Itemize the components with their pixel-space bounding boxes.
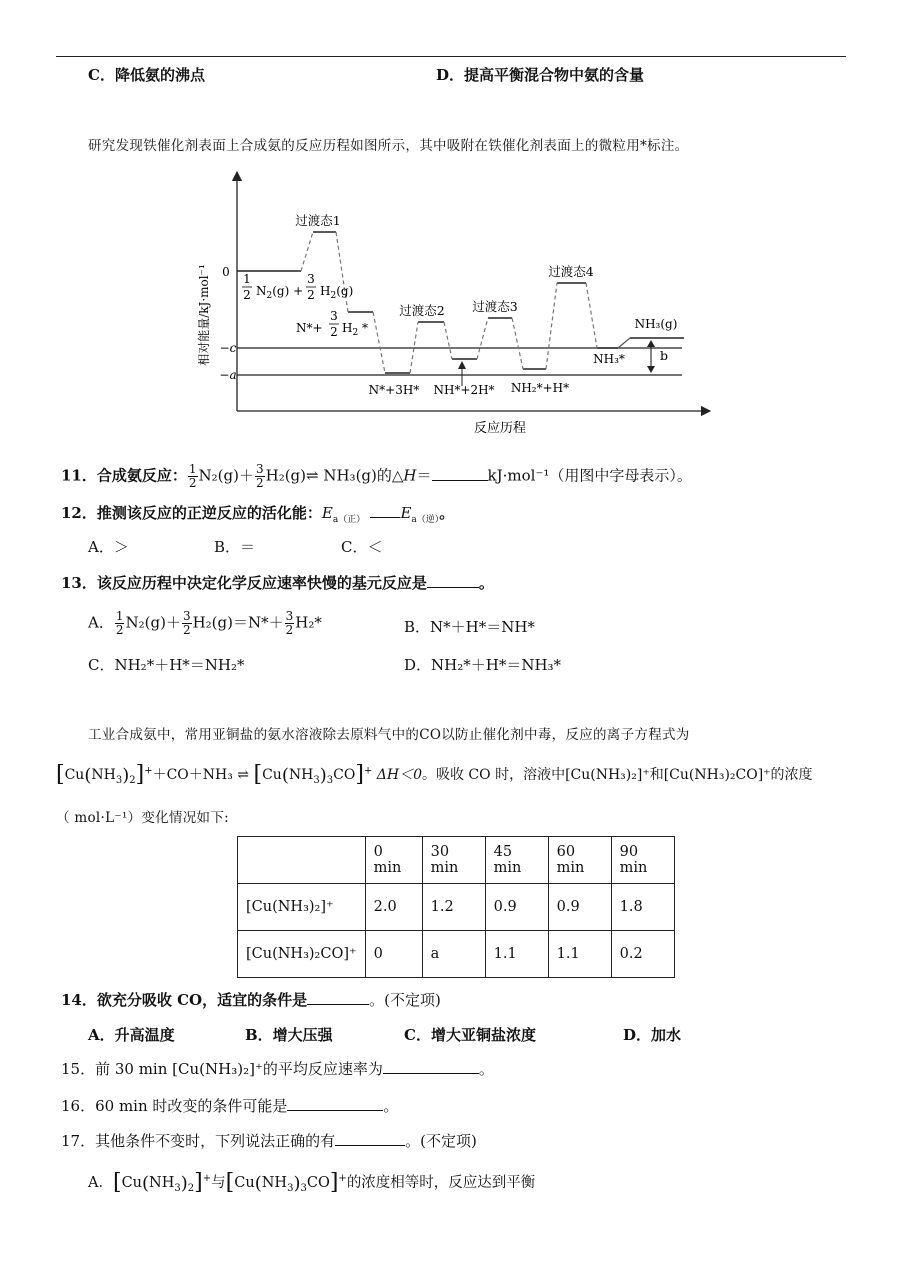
svg-text:2: 2 xyxy=(330,325,338,339)
q12-option-b: B．＝ xyxy=(214,538,256,556)
label-b: b xyxy=(659,348,669,363)
option-c-top: C．降低氨的沸点 xyxy=(88,66,205,84)
label-n-3h: N*+3H* xyxy=(368,383,420,397)
svg-text:H2(g): $H_2(g)$ xyxy=(320,284,354,301)
svg-text:N2(g) +: $N_2(g)$ + xyxy=(256,284,304,301)
label-nh3-ads: NH₃* xyxy=(593,352,625,366)
label-ts1: 过渡态1 xyxy=(295,213,341,228)
q13-option-a: A． $\frac{1}{2}$ N₂(g)＋ $\frac{3}{2}$ H₂(g)＝N*＋ $\frac{3}{2}$ H₂* xyxy=(88,609,322,637)
answer-blank-11[interactable] xyxy=(432,466,488,481)
answer-blank-13[interactable] xyxy=(427,573,479,588)
question-16: 16．60 min 时改变的条件可能是 。 xyxy=(61,1097,399,1115)
label-start-species xyxy=(242,272,353,302)
table-cell: 1.2 xyxy=(422,884,485,931)
q14-option-a: A．升高温度 xyxy=(88,1026,175,1044)
table-cell: 1.8 xyxy=(611,884,674,931)
table-header-cell: 30 min xyxy=(422,837,485,884)
svg-text:1: 1 xyxy=(243,272,251,286)
q13-option-b: B．N*＋H*＝NH* xyxy=(404,618,535,636)
svg-text:3: 3 xyxy=(330,309,338,323)
table-cell: 1.1 xyxy=(548,931,611,978)
table-cell: a xyxy=(422,931,485,978)
question-15: 15．前 30 min [Cu(NH₃)₂]⁺的平均反应速率为 。 xyxy=(61,1060,494,1078)
tick-minus-c: −c xyxy=(219,341,237,355)
intro-paragraph-2-line-2: $[Cu(NH_3)_2]^++CO+NH_3$ ⇌ $[Cu(NH_3)_3CO]^+$ ΔH＜0。吸收 CO 时，溶液中[Cu(NH₃)₂]⁺和[Cu(NH₃)₂CO]⁺的浓度 xyxy=(56,762,813,787)
question-11: 11．合成氨反应： $\frac{1}{2}$ N₂(g)＋ $\frac{3}{2}$ H₂(g)⇌ NH₃(g)的△H＝ kJ·mol⁻¹（用图中字母表示）。 xyxy=(61,462,692,490)
label-ts3: 过渡态3 xyxy=(472,299,518,314)
q13-option-d: D．NH₂*＋H*＝NH₃* xyxy=(404,656,562,674)
svg-text:N*+: N*+ xyxy=(296,321,323,335)
option-d-top: D．提高平衡混合物中氨的含量 xyxy=(436,66,645,84)
label-nh3-g: NH₃(g) xyxy=(634,317,678,331)
q14-option-b: B．增大压强 xyxy=(245,1026,333,1044)
table-header-cell xyxy=(238,837,366,884)
concentration-table xyxy=(237,836,675,978)
top-rule xyxy=(56,56,846,57)
table-cell: 0.9 xyxy=(548,884,611,931)
table-cell: 0.2 xyxy=(611,931,674,978)
question-17: 17．其他条件不变时，下列说法正确的有 。(不定项) xyxy=(61,1132,477,1150)
svg-text:H2 *: $H_2$ * xyxy=(342,321,369,338)
q14-option-c: C．增大亚铜盐浓度 xyxy=(404,1026,536,1044)
q12-option-c: C．＜ xyxy=(341,538,383,556)
answer-blank-12[interactable] xyxy=(370,503,400,518)
table-row xyxy=(238,931,675,978)
intro-paragraph-1: 研究发现铁催化剂表面上合成氨的反应历程如图所示，其中吸附在铁催化剂表面上的微粒用*标注。 xyxy=(88,138,689,154)
svg-text:2: 2 xyxy=(307,288,315,302)
table-cell: 2.0 xyxy=(365,884,422,931)
question-14: 14．欲充分吸收 CO，适宜的条件是 。(不定项) xyxy=(61,991,441,1009)
question-12: 12．推测该反应的正逆反应的活化能：$E_{a(正)}$ $E_{a(逆)}$。 xyxy=(61,504,455,525)
table-header-cell: 0 min xyxy=(365,837,422,884)
table-header-cell: 60 min xyxy=(548,837,611,884)
table-header-cell: 90 min xyxy=(611,837,674,884)
answer-blank-15[interactable] xyxy=(383,1059,479,1074)
svg-text:3: 3 xyxy=(307,272,315,286)
table-row xyxy=(238,884,675,931)
label-ts2: 过渡态2 xyxy=(399,303,445,318)
table-cell: [Cu(NH₃)₂CO]⁺ xyxy=(238,931,366,978)
label-ts4: 过渡态4 xyxy=(548,264,594,279)
q13-option-c: C．NH₂*＋H*＝NH₂* xyxy=(88,656,245,674)
q14-option-d: D．加水 xyxy=(623,1026,682,1044)
energy-diagram xyxy=(190,170,720,440)
answer-blank-16[interactable] xyxy=(287,1096,383,1111)
table-header-row xyxy=(238,837,675,884)
x-axis-label: 反应历程 xyxy=(473,421,527,436)
question-13: 13．该反应历程中决定化学反应速率快慢的基元反应是 。 xyxy=(61,574,494,592)
label-adsorbed-1 xyxy=(296,309,368,339)
table-cell: [Cu(NH₃)₂]⁺ xyxy=(238,884,366,931)
answer-blank-17[interactable] xyxy=(335,1131,405,1146)
label-nh-2h: NH*+2H* xyxy=(433,383,495,397)
intro-paragraph-2-line-1: 工业合成氨中，常用亚铜盐的氨水溶液除去原料气中的CO以防止催化剂中毒，反应的离子方程式为 xyxy=(88,727,690,743)
answer-blank-14[interactable] xyxy=(307,990,369,1005)
table-cell: 0.9 xyxy=(485,884,548,931)
table-cell: 1.1 xyxy=(485,931,548,978)
table-header-cell: 45 min xyxy=(485,837,548,884)
tick-minus-a: −a xyxy=(219,368,237,382)
q12-option-a: A．＞ xyxy=(88,538,129,556)
tick-zero: 0 xyxy=(222,265,230,279)
y-axis-label: 相对能量/kJ·mol⁻¹ xyxy=(197,264,211,366)
label-nh2-h: NH₂*+H* xyxy=(510,381,570,395)
intro-paragraph-2-line-3: （ mol·L⁻¹）变化情况如下: xyxy=(56,810,229,826)
table-cell: 0 xyxy=(365,931,422,978)
q17-option-a: A．$[Cu(NH_3)_2]^+$与$[Cu(NH_3)_3CO]^+$的浓度相等时，反应达到平衡 xyxy=(88,1170,536,1195)
svg-text:2: 2 xyxy=(243,288,251,302)
